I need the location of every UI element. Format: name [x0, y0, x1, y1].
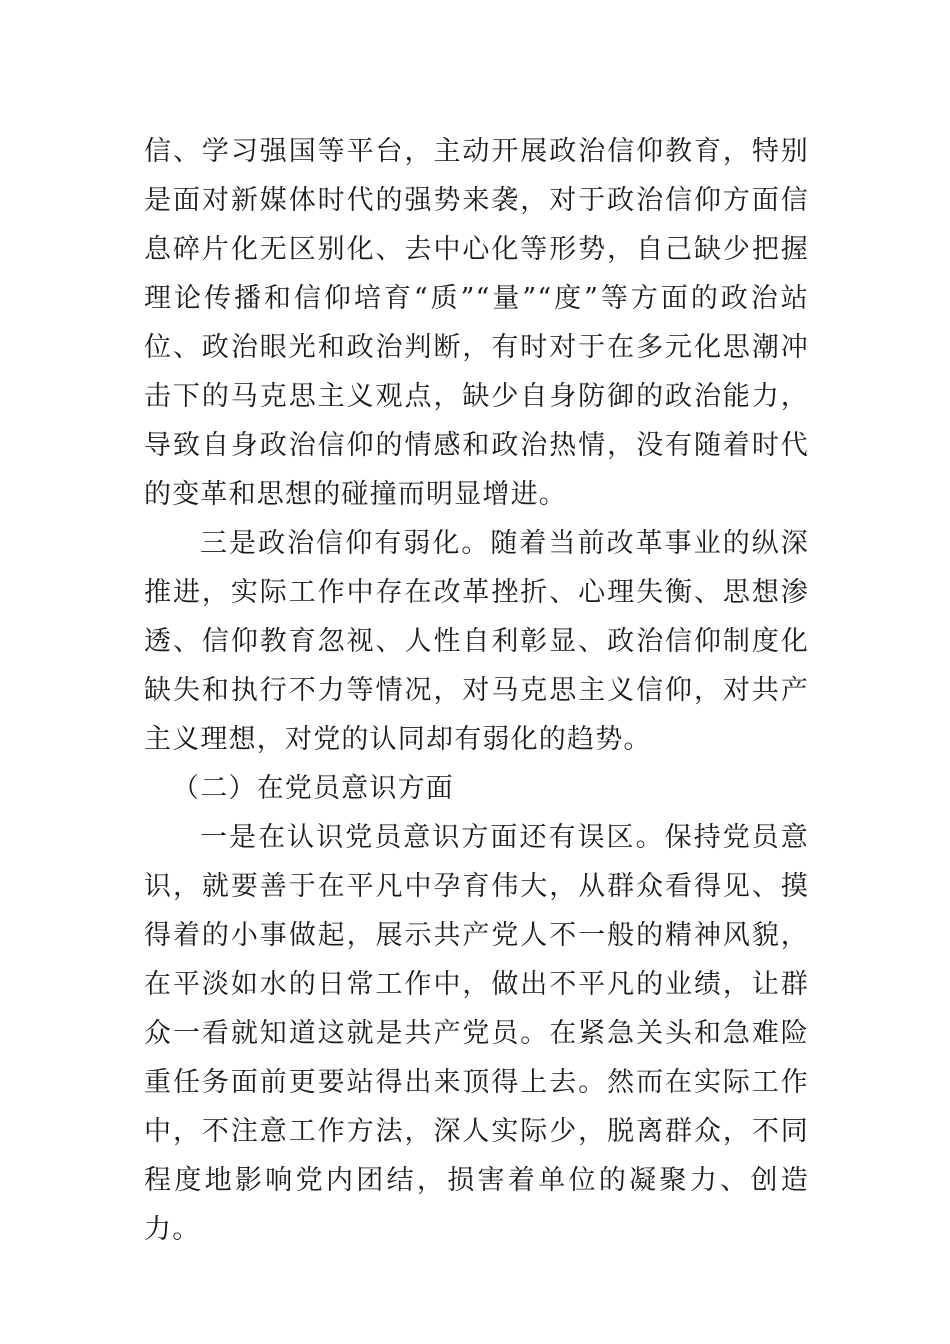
section-heading-party-awareness: （二）在党员意识方面	[172, 773, 454, 804]
paragraph-political-belief-weakening: 三是政治信仰有弱化。随着当前改革事业的纵深推进，实际工作中存在改革挫折、心理失衡、思想渗透、信仰教育忽视、人性自利彰显、政治信仰制度化缺失和执行不力等情况，对马克思主义信仰，对共产主义理想，对党的认同却有弱化的趋势。	[144, 528, 809, 755]
paragraph-continuation: 信、学习强国等平台，主动开展政治信仰教育，特别是面对新媒体时代的强势来袭，对于政治信仰方面信息碎片化无区别化、去中心化等形势，自己缺少把握理论传播和信仰培育“质”“量”“度”等方面的政治站位、政治眼光和政治判断，有时对于在多元化思潮冲击下的马克思主义观点，缺少自身防御的政治能力，导致自身政治信仰的情感和政治热情，没有随着时代的变革和思想的碰撞而明显增进。	[144, 136, 809, 510]
paragraph-party-awareness-misconception: 一是在认识党员意识方面还有误区。保持党员意识，就要善于在平凡中孕育伟大，从群众看得见、摸得着的小事做起，展示共产党人不一般的精神风貌，在平淡如水的日常工作中，做出不平凡的业绩，让群众一看就知道这就是共产党员。在紧急关头和急难险重任务面前更要站得出来顶得上去。然而在实际工作中，不注意工作方法，深人实际少，脱离群众，不同程度地影响党内团结，损害着单位的凝聚力、创造力。	[144, 822, 809, 1245]
document-body	[144, 127, 809, 1254]
